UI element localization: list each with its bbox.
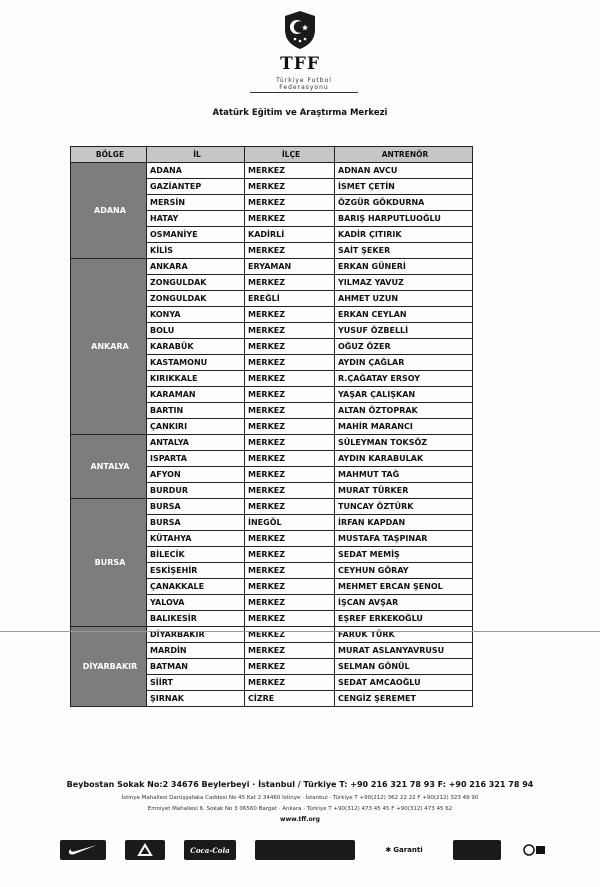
coach-cell: TUNCAY ÖZTÜRK bbox=[335, 499, 473, 515]
region-cell: ANKARA bbox=[71, 259, 147, 435]
province-cell: BALIKESİR bbox=[147, 611, 245, 627]
coach-cell: AYDIN KARABULAK bbox=[335, 451, 473, 467]
district-cell: MERKEZ bbox=[245, 483, 335, 499]
district-cell: MERKEZ bbox=[245, 547, 335, 563]
province-cell: KIRIKKALE bbox=[147, 371, 245, 387]
table-row bbox=[71, 259, 473, 275]
scan-fold-line bbox=[0, 631, 600, 632]
footer-website: www.tff.org bbox=[280, 816, 320, 823]
column-header-region: BÖLGE bbox=[71, 147, 147, 163]
region-cell: BURSA bbox=[71, 499, 147, 627]
province-cell: AFYON bbox=[147, 467, 245, 483]
coach-cell: SÜLEYMAN TOKSÖZ bbox=[335, 435, 473, 451]
province-cell: BURSA bbox=[147, 515, 245, 531]
province-cell: ZONGULDAK bbox=[147, 275, 245, 291]
sponsor-logo-2 bbox=[125, 840, 165, 860]
table-row bbox=[71, 163, 473, 179]
center-title: Atatürk Eğitim ve Araştırma Merkezi bbox=[212, 108, 388, 118]
province-cell: KONYA bbox=[147, 307, 245, 323]
province-cell: HATAY bbox=[147, 211, 245, 227]
province-cell: ADANA bbox=[147, 163, 245, 179]
crest-icon bbox=[282, 10, 318, 50]
coach-cell: MAHİR MARANCI bbox=[335, 419, 473, 435]
district-cell: MERKEZ bbox=[245, 659, 335, 675]
district-cell: MERKEZ bbox=[245, 387, 335, 403]
coach-cell: KADİR ÇITIRIK bbox=[335, 227, 473, 243]
region-cell: ADANA bbox=[71, 163, 147, 259]
coach-cell: İSMET ÇETİN bbox=[335, 179, 473, 195]
district-cell: KADİRLİ bbox=[245, 227, 335, 243]
nike-logo bbox=[60, 840, 106, 860]
district-cell: MERKEZ bbox=[245, 403, 335, 419]
coach-cell: ERKAN GÜNERİ bbox=[335, 259, 473, 275]
district-cell: EREĞLİ bbox=[245, 291, 335, 307]
province-cell: ZONGULDAK bbox=[147, 291, 245, 307]
district-cell: MERKEZ bbox=[245, 531, 335, 547]
coach-cell: AHMET UZUN bbox=[335, 291, 473, 307]
coach-cell: EŞREF ERKEKOĞLU bbox=[335, 611, 473, 627]
garanti-icon: ✱ bbox=[385, 846, 392, 854]
district-cell: MERKEZ bbox=[245, 339, 335, 355]
coach-table bbox=[70, 146, 473, 707]
coach-cell: AYDIN ÇAĞLAR bbox=[335, 355, 473, 371]
district-cell: MERKEZ bbox=[245, 243, 335, 259]
province-cell: BATMAN bbox=[147, 659, 245, 675]
coach-cell: YUSUF ÖZBELLİ bbox=[335, 323, 473, 339]
table-row bbox=[71, 499, 473, 515]
district-cell: MERKEZ bbox=[245, 451, 335, 467]
coach-cell: BARIŞ HARPUTLUOĞLU bbox=[335, 211, 473, 227]
province-cell: ŞIRNAK bbox=[147, 691, 245, 707]
coach-cell: ÖZGÜR GÖKDURNA bbox=[335, 195, 473, 211]
tff-logo bbox=[0, 10, 600, 54]
region-cell: ANTALYA bbox=[71, 435, 147, 499]
sponsor-logo-6 bbox=[453, 840, 501, 860]
district-cell: MERKEZ bbox=[245, 211, 335, 227]
district-cell: MERKEZ bbox=[245, 419, 335, 435]
district-cell: İNEGÖL bbox=[245, 515, 335, 531]
district-cell: MERKEZ bbox=[245, 611, 335, 627]
org-fullname: Türkiye Futbol Federasyonu bbox=[250, 77, 358, 93]
province-cell: KİLİS bbox=[147, 243, 245, 259]
district-cell: MERKEZ bbox=[245, 179, 335, 195]
district-cell: MERKEZ bbox=[245, 435, 335, 451]
coach-cell: ALTAN ÖZTOPRAK bbox=[335, 403, 473, 419]
province-cell: GAZİANTEP bbox=[147, 179, 245, 195]
province-cell: MERSİN bbox=[147, 195, 245, 211]
district-cell: MERKEZ bbox=[245, 307, 335, 323]
garanti-label: Garanti bbox=[393, 846, 423, 854]
coach-cell: ERKAN CEYLAN bbox=[335, 307, 473, 323]
district-cell: MERKEZ bbox=[245, 643, 335, 659]
table-row bbox=[71, 627, 473, 643]
table-header-row bbox=[71, 147, 473, 163]
coca-cola-logo: Coca-Cola bbox=[184, 840, 236, 860]
coach-cell: R.ÇAĞATAY ERSOY bbox=[335, 371, 473, 387]
coach-cell: MAHMUT TAĞ bbox=[335, 467, 473, 483]
district-cell: MERKEZ bbox=[245, 499, 335, 515]
coach-cell: MURAT TÜRKER bbox=[335, 483, 473, 499]
province-cell: ÇANAKKALE bbox=[147, 579, 245, 595]
province-cell: MARDİN bbox=[147, 643, 245, 659]
footer-address-istinye: İstinye Mahallesi Darüşşafaka Caddesi No 45 Kat 2 34460 İstinye · İstanbul · Türkiye T +90(212) 362 22 22 F +90(212) 323 49 90 bbox=[121, 795, 479, 801]
org-name: TFF bbox=[280, 54, 320, 74]
table-row bbox=[71, 435, 473, 451]
district-cell: MERKEZ bbox=[245, 579, 335, 595]
district-cell: ERYAMAN bbox=[245, 259, 335, 275]
district-cell: MERKEZ bbox=[245, 627, 335, 643]
garanti-logo bbox=[374, 840, 434, 860]
footer-address-istanbul: Beybostan Sokak No:2 34676 Beylerbeyi · İstanbul / Türkiye T: +90 216 321 78 93 F: +90 216 321 78 94 bbox=[66, 780, 534, 789]
district-cell: MERKEZ bbox=[245, 675, 335, 691]
coach-cell: YAŞAR ÇALIŞKAN bbox=[335, 387, 473, 403]
province-cell: KÜTAHYA bbox=[147, 531, 245, 547]
coach-cell: SEDAT MEMİŞ bbox=[335, 547, 473, 563]
district-cell: MERKEZ bbox=[245, 163, 335, 179]
coach-cell: CEYHUN GÖRAY bbox=[335, 563, 473, 579]
coach-cell: İŞCAN AVŞAR bbox=[335, 595, 473, 611]
sponsor-bar bbox=[60, 839, 550, 861]
sponsor-logo-4 bbox=[255, 840, 355, 860]
province-cell: DİYARBAKIR bbox=[147, 627, 245, 643]
district-cell: MERKEZ bbox=[245, 595, 335, 611]
district-cell: MERKEZ bbox=[245, 195, 335, 211]
province-cell: ANTALYA bbox=[147, 435, 245, 451]
province-cell: ESKİŞEHİR bbox=[147, 563, 245, 579]
province-cell: BİLECİK bbox=[147, 547, 245, 563]
coach-cell: YILMAZ YAVUZ bbox=[335, 275, 473, 291]
coach-cell: MUSTAFA TAŞPINAR bbox=[335, 531, 473, 547]
province-cell: YALOVA bbox=[147, 595, 245, 611]
province-cell: BURSA bbox=[147, 499, 245, 515]
table-body bbox=[71, 163, 473, 707]
province-cell: BARTIN bbox=[147, 403, 245, 419]
coach-cell: ADNAN AVCU bbox=[335, 163, 473, 179]
province-cell: OSMANİYE bbox=[147, 227, 245, 243]
district-cell: MERKEZ bbox=[245, 355, 335, 371]
province-cell: KARABÜK bbox=[147, 339, 245, 355]
coach-cell: SEDAT AMCAOĞLU bbox=[335, 675, 473, 691]
coach-cell: MURAT ASLANYAVRUSU bbox=[335, 643, 473, 659]
district-cell: MERKEZ bbox=[245, 371, 335, 387]
province-cell: KASTAMONU bbox=[147, 355, 245, 371]
column-header-province: İL bbox=[147, 147, 245, 163]
province-cell: ISPARTA bbox=[147, 451, 245, 467]
region-cell: DİYARBAKIR bbox=[71, 627, 147, 707]
province-cell: KARAMAN bbox=[147, 387, 245, 403]
province-cell: ANKARA bbox=[147, 259, 245, 275]
district-cell: CİZRE bbox=[245, 691, 335, 707]
district-cell: MERKEZ bbox=[245, 323, 335, 339]
coach-cell: CENGİZ ŞEREMET bbox=[335, 691, 473, 707]
province-cell: ÇANKIRI bbox=[147, 419, 245, 435]
district-cell: MERKEZ bbox=[245, 563, 335, 579]
coach-cell: İRFAN KAPDAN bbox=[335, 515, 473, 531]
province-cell: SİİRT bbox=[147, 675, 245, 691]
coach-cell: SAİT ŞEKER bbox=[335, 243, 473, 259]
province-cell: BURDUR bbox=[147, 483, 245, 499]
district-cell: MERKEZ bbox=[245, 275, 335, 291]
district-cell: MERKEZ bbox=[245, 467, 335, 483]
coach-cell: SELMAN GÖNÜL bbox=[335, 659, 473, 675]
coach-cell: FARUK TÜRK bbox=[335, 627, 473, 643]
column-header-district: İLÇE bbox=[245, 147, 335, 163]
province-cell: BOLU bbox=[147, 323, 245, 339]
coach-cell: MEHMET ERCAN ŞENOL bbox=[335, 579, 473, 595]
footer-address-ankara: Emniyet Mahallesi 6. Sokak No 3 06560 Bargat · Ankara · Türkiye T +90(312) 473 45 45 F +90(312) 473 45 62 bbox=[147, 806, 453, 812]
column-header-coach: ANTRENÖR bbox=[335, 147, 473, 163]
sponsor-logo-7 bbox=[520, 840, 550, 860]
coach-cell: OĞUZ ÖZER bbox=[335, 339, 473, 355]
